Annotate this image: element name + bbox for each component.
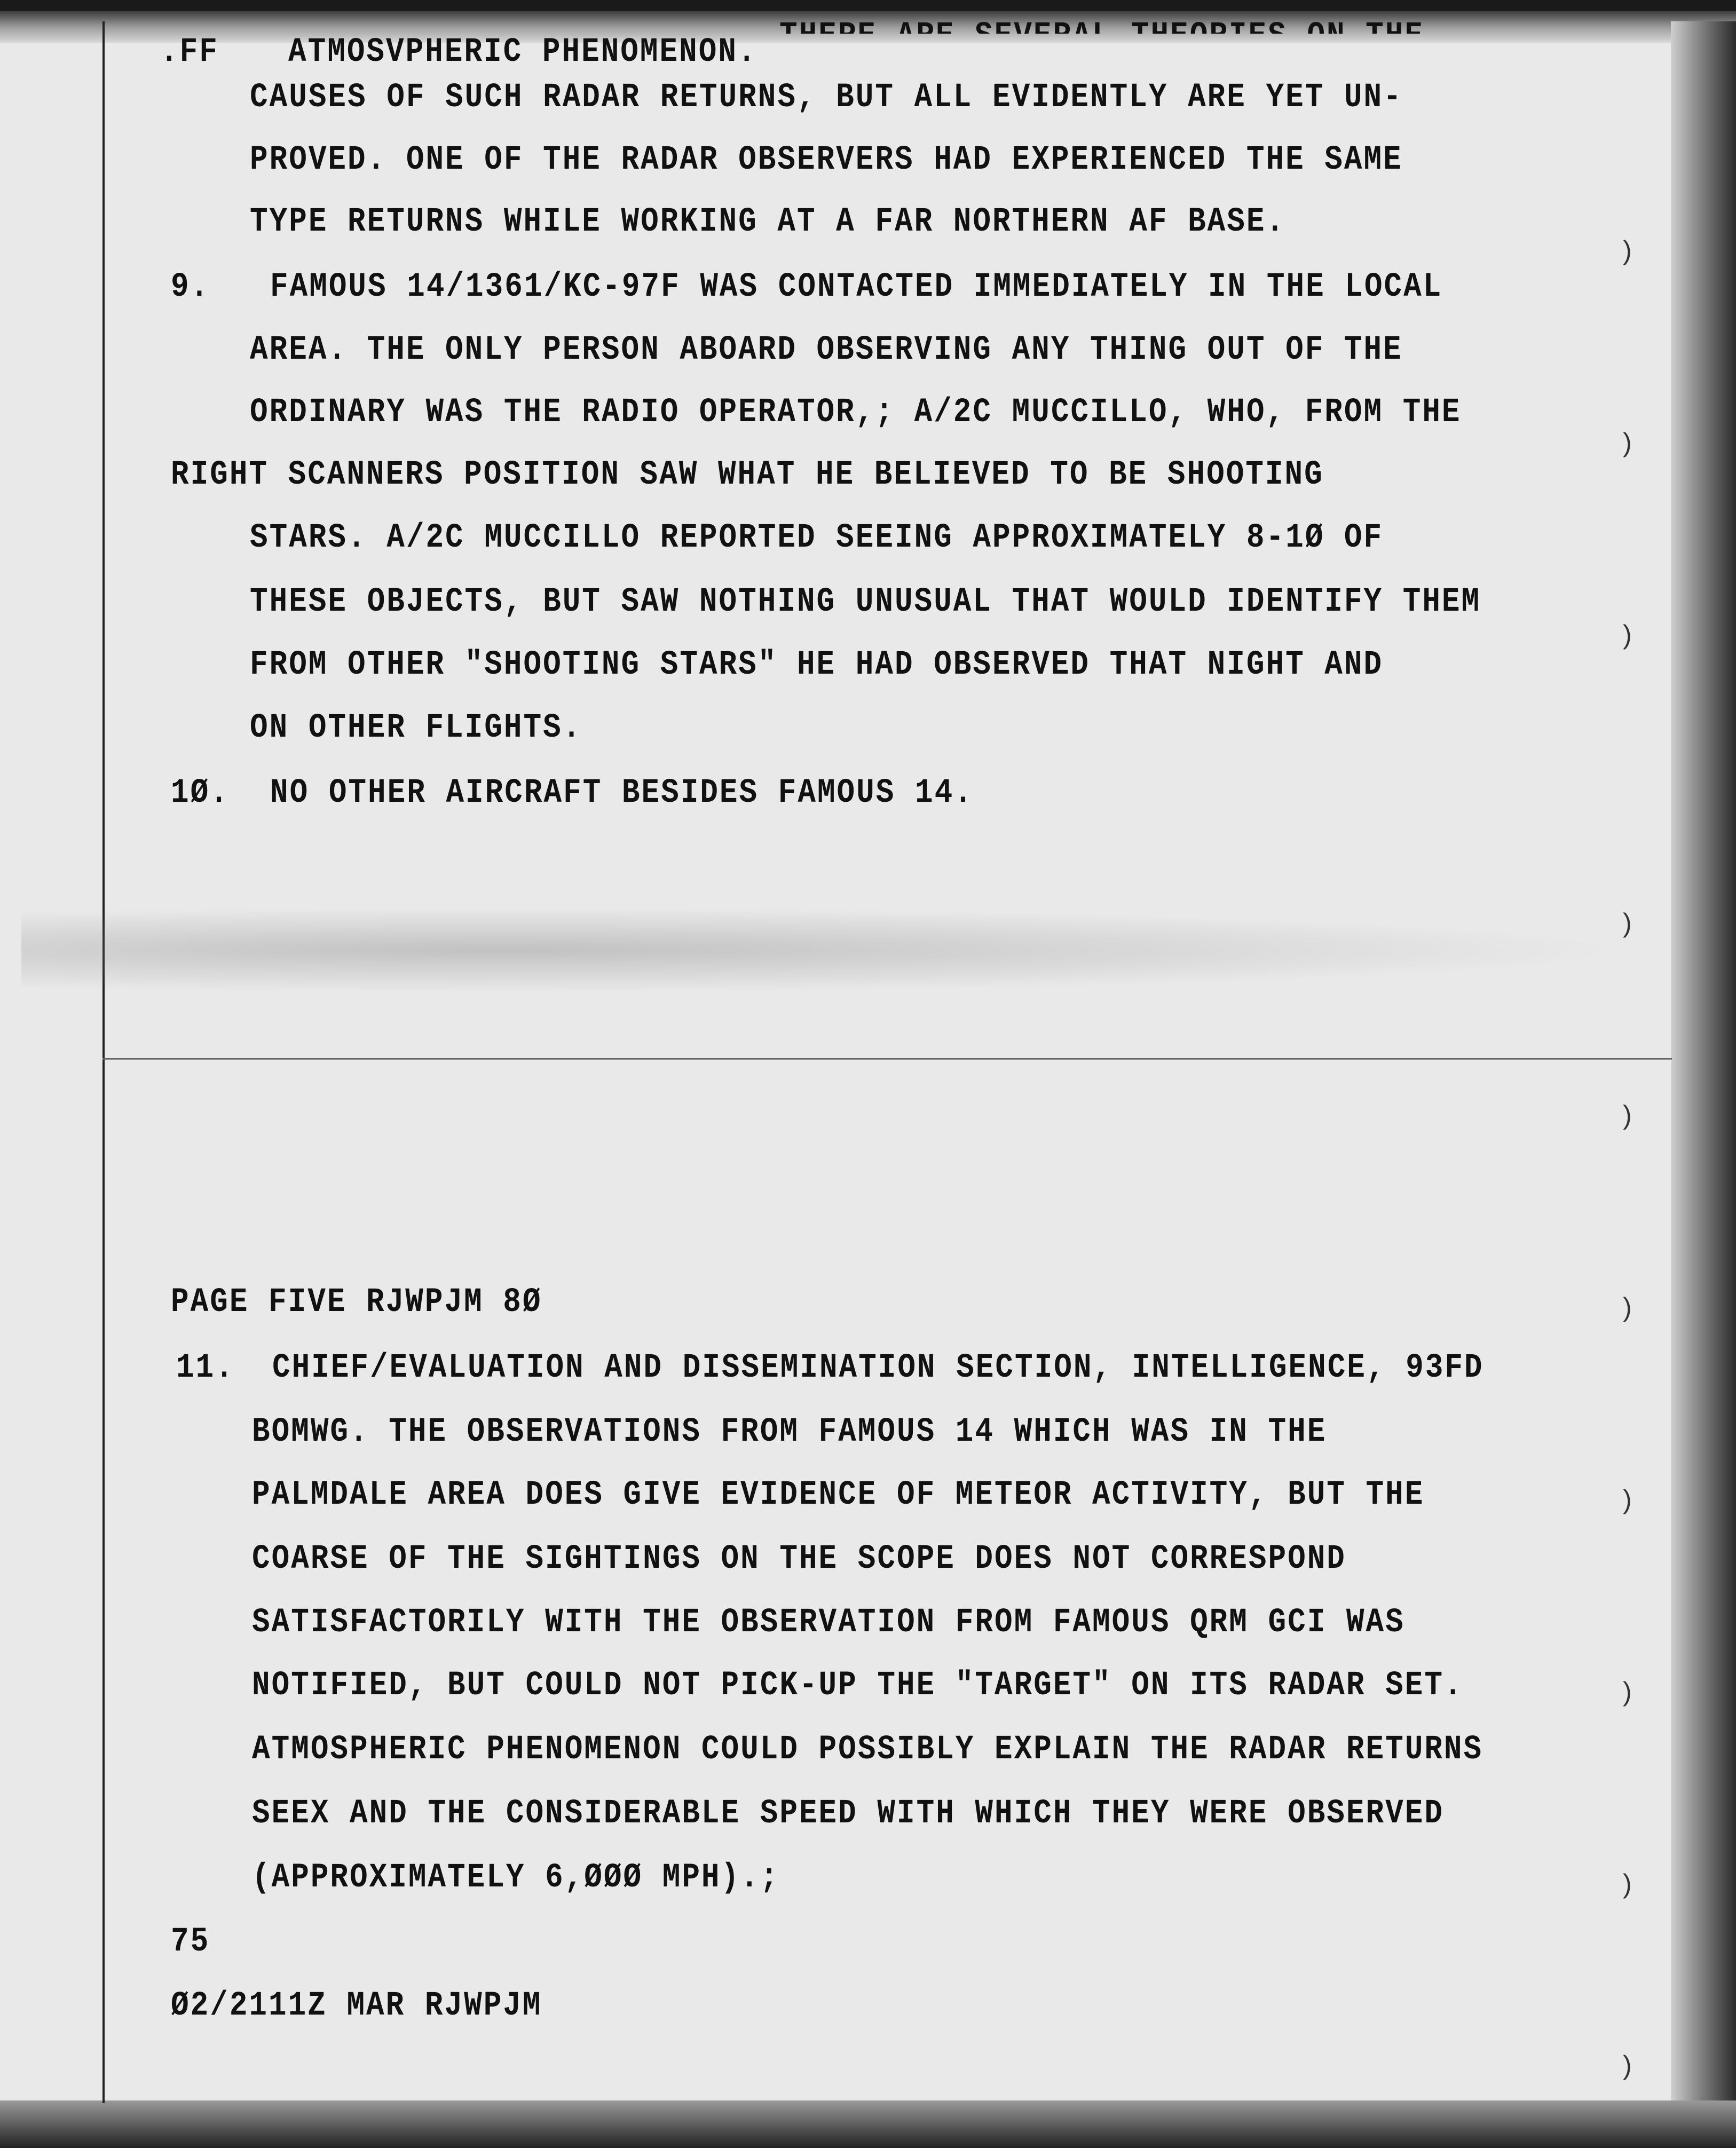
paragraph-number: 9. (171, 267, 210, 306)
left-margin-rule (102, 21, 105, 2103)
text-line: CAUSES OF SUCH RADAR RETURNS, BUT ALL EVIDENTLY ARE YET UN- (250, 77, 1403, 117)
text-line: AREA. THE ONLY PERSON ABOARD OBSERVING ANY THING OUT OF THE (250, 330, 1403, 369)
text-line: ATMOSPHERIC PHENOMENON COULD POSSIBLY EXPLAIN THE RADAR RETURNS (252, 1730, 1484, 1769)
text-line: ATMOSVPHERIC PHENOMENON. (288, 32, 757, 72)
text-line: FAMOUS 14/1361/KC-97F WAS CONTACTED IMMEDIATELY IN THE LOCAL (270, 267, 1443, 306)
text-line: CHIEF/EVALUATION AND DISSEMINATION SECTION, INTELLIGENCE, 93FD (272, 1348, 1484, 1387)
text-line: BOMWG. THE OBSERVATIONS FROM FAMOUS 14 WHICH WAS IN THE (252, 1412, 1327, 1451)
text-line: THESE OBJECTS, BUT SAW NOTHING UNUSUAL THAT WOULD IDENTIFY THEM (250, 582, 1481, 621)
text-line: PROVED. ONE OF THE RADAR OBSERVERS HAD EXPERIENCED THE SAME (250, 140, 1403, 179)
paragraph-number: 11. (176, 1348, 235, 1387)
paragraph-number: 1Ø. (171, 773, 230, 812)
text-line: SEEX AND THE CONSIDERABLE SPEED WITH WHICH THEY WERE OBSERVED (252, 1794, 1444, 1833)
text-line: RIGHT SCANNERS POSITION SAW WHAT HE BELIEVED TO BE SHOOTING (171, 455, 1324, 494)
tractor-feed-mark: ) (1623, 235, 1632, 265)
tractor-feed-mark: ) (1623, 1677, 1632, 1707)
text-line: ORDINARY WAS THE RADIO OPERATOR,; A/2C MUCCILLO, WHO, FROM THE (250, 392, 1462, 432)
text-line: STARS. A/2C MUCCILLO REPORTED SEEING APPROXIMATELY 8-1Ø OF (250, 518, 1384, 557)
line-marker: .FF (160, 32, 219, 72)
tractor-feed-mark: ) (1623, 1484, 1632, 1514)
text-line: SATISFACTORILY WITH THE OBSERVATION FROM FAMOUS QRM GCI WAS (252, 1602, 1405, 1642)
tractor-feed-mark: ) (1623, 1100, 1632, 1130)
message-datetime-group: Ø2/2111Z MAR RJWPJM (171, 1986, 542, 2025)
tractor-feed-mark: ) (1623, 2050, 1632, 2080)
text-line: NOTIFIED, BUT COULD NOT PICK-UP THE "TARGET" ON ITS RADAR SET. (252, 1665, 1464, 1705)
text-line: ON OTHER FLIGHTS. (250, 708, 582, 747)
scan-bottom-edge (0, 2100, 1736, 2148)
tractor-feed-mark: ) (1623, 620, 1632, 650)
page-header: PAGE FIVE RJWPJM 8Ø (171, 1282, 542, 1322)
page-fold-line (102, 1058, 1672, 1060)
text-line: (APPROXIMATELY 6,ØØØ MPH).; (252, 1858, 780, 1897)
tractor-feed-mark: ) (1623, 908, 1632, 938)
text-line: PALMDALE AREA DOES GIVE EVIDENCE OF METEOR ACTIVITY, BUT THE (252, 1475, 1425, 1514)
text-line: TYPE RETURNS WHILE WORKING AT A FAR NORTHERN AF BASE. (250, 202, 1286, 241)
text-line: COARSE OF THE SIGHTINGS ON THE SCOPE DOES NOT CORRESPOND (252, 1539, 1346, 1578)
tractor-feed-mark: ) (1623, 1292, 1632, 1322)
text-line: NO OTHER AIRCRAFT BESIDES FAMOUS 14. (270, 773, 974, 812)
tractor-feed-mark: ) (1623, 428, 1632, 457)
message-footer-number: 75 (171, 1922, 210, 1961)
tractor-feed-mark: ) (1623, 1869, 1632, 1899)
scan-smudge (21, 907, 1623, 993)
text-line: FROM OTHER "SHOOTING STARS" HE HAD OBSERVED THAT NIGHT AND (250, 645, 1384, 684)
scan-right-edge (1671, 21, 1736, 2148)
